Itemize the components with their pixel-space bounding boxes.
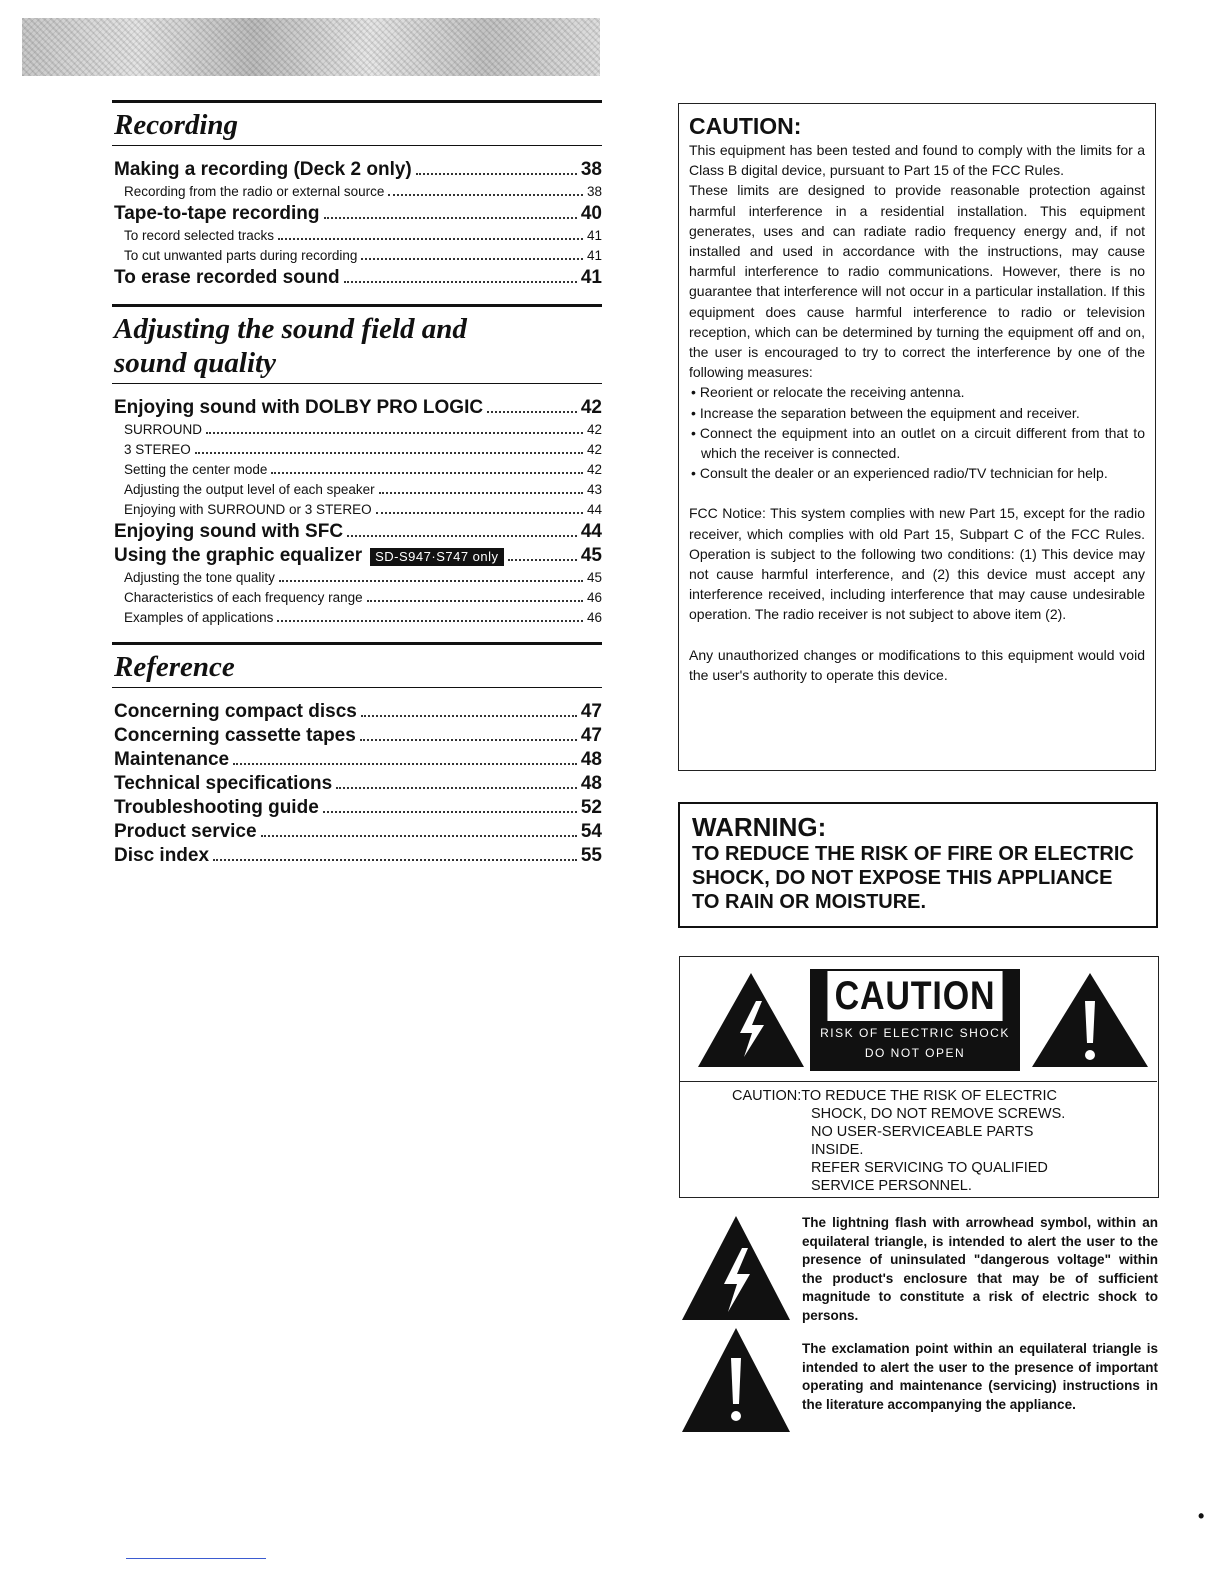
- toc-entry[interactable]: [112, 724, 602, 748]
- toc-label: SURROUND: [124, 422, 203, 437]
- toc-label: Concerning cassette tapes: [114, 725, 356, 746]
- toc-label: Examples of applications: [124, 610, 274, 625]
- toc-entry[interactable]: [112, 748, 602, 772]
- shock-text-line: REFER SERVICING TO QUALIFIED: [811, 1160, 1048, 1176]
- exclamation-symbol-text: The exclamation point within an equilateral triangle is intended to alert the user to the presence of important operating and maintenance (servicing) instructions in the literature accompanying the appliance.: [802, 1341, 1158, 1412]
- shock-caution-text: [732, 1087, 1152, 1195]
- leader-dots: [361, 715, 577, 717]
- leader-dots: [379, 492, 583, 494]
- table-of-contents: [112, 100, 602, 882]
- toc-label: Tape-to-tape recording: [114, 203, 320, 224]
- fcc-notice: FCC Notice: This system complies with new Part 15, except for the radio receiver, which complies with old Part 15, Subpart C of the FCC Rules. Operation is subject to the following two conditions: (1) This device may not cause harmful interference, and (2) this device must accept any interference received, including interference that may cause undesirable operation. The radio receiver is not subject to above item (2).: [689, 505, 1145, 623]
- toc-page: 45: [586, 570, 602, 585]
- toc-entry[interactable]: [112, 202, 602, 226]
- toc-page: 48: [580, 749, 602, 770]
- leader-dots: [323, 811, 577, 813]
- toc-page: 44: [580, 521, 602, 542]
- adjusting-title-line2: sound quality: [114, 347, 276, 379]
- toc-entry[interactable]: [112, 182, 602, 202]
- toc-label: Product service: [114, 821, 257, 842]
- toc-entry[interactable]: [112, 588, 602, 608]
- toc-page: 42: [580, 397, 602, 418]
- leader-dots: [416, 173, 577, 175]
- leader-dots: [277, 620, 583, 622]
- leader-dots: [361, 258, 583, 260]
- shock-text-line: CAUTION:TO REDUCE THE RISK OF ELECTRIC: [732, 1088, 1057, 1104]
- toc-entry[interactable]: [112, 700, 602, 724]
- toc-page: 43: [586, 482, 602, 497]
- caution-label: [810, 969, 1020, 1071]
- leader-dots: [487, 411, 577, 413]
- toc-page: 42: [586, 442, 602, 457]
- recording-title: Recording: [112, 100, 602, 146]
- toc-page: 41: [586, 248, 602, 263]
- warning-text: TO REDUCE THE RISK OF FIRE OR ELECTRIC SHOCK, DO NOT EXPOSE THIS APPLIANCE TO RAIN OR MOISTURE.: [692, 843, 1134, 913]
- toc-page: 41: [580, 267, 602, 288]
- fcc-paragraph-2: These limits are designed to provide reasonable protection against harmful interference in a residential installation. This equipment generates, uses and can radiate radio frequency energy and, if not installed and used in accordance with the instructions, may cause harmful interference to radio communications. However, there is no guarantee that interference will not occur in a particular installation. If this equipment does cause harmful interference to radio or television reception, which can be determined by turning the equipment off and on, the user is encouraged to try to correct the interference by one of the following measures:: [689, 182, 1145, 381]
- toc-entry[interactable]: [112, 480, 602, 500]
- recording-section: [112, 100, 602, 290]
- leader-dots: [347, 535, 577, 537]
- leader-dots: [360, 739, 577, 741]
- toc-page: 54: [580, 821, 602, 842]
- caution-symbol-row: [680, 957, 1157, 1082]
- lightning-symbol-text: The lightning flash with arrowhead symbol, within an equilateral triangle, is intended to alert the user to the presence of uninsulated "dangerous voltage" within the product's enclosure that may be of sufficient magnitude to constitute a risk of electric shock to persons.: [802, 1215, 1158, 1323]
- toc-label: Making a recording (Deck 2 only): [114, 159, 412, 180]
- toc-label: Maintenance: [114, 749, 230, 770]
- spacer: [689, 625, 1145, 645]
- toc-page: 44: [586, 502, 602, 517]
- fcc-measure-item: • Increase the separation between the equipment and receiver.: [689, 403, 1145, 423]
- toc-page: 45: [580, 545, 602, 566]
- leader-dots: [195, 452, 583, 454]
- adjusting-section: [112, 304, 602, 628]
- header-banner: [22, 18, 600, 76]
- leader-dots: [344, 281, 577, 283]
- fcc-measures-list: [689, 382, 1145, 483]
- toc-entry[interactable]: [112, 500, 602, 520]
- toc-label: Recording from the radio or external source: [124, 184, 385, 199]
- toc-entry[interactable]: [112, 520, 602, 544]
- toc-entry[interactable]: [112, 460, 602, 480]
- electric-shock-caution-box: [679, 956, 1159, 1198]
- toc-page: 42: [586, 422, 602, 437]
- toc-page: 55: [580, 845, 602, 866]
- spacer: [689, 483, 1145, 503]
- toc-label: Technical specifications: [114, 773, 333, 794]
- lightning-triangle-icon: [696, 971, 806, 1069]
- edge-mark: •: [1198, 1506, 1205, 1526]
- shock-text-line: INSIDE.: [811, 1142, 864, 1158]
- reference-section: [112, 642, 602, 868]
- leader-dots: [336, 787, 577, 789]
- toc-entry[interactable]: [112, 246, 602, 266]
- leader-dots: [367, 600, 583, 602]
- toc-page: 47: [580, 701, 602, 722]
- toc-label: Enjoying sound with DOLBY PRO LOGIC: [114, 397, 484, 418]
- leader-dots: [213, 859, 577, 861]
- adjusting-entries: [112, 396, 602, 628]
- toc-label: Concerning compact discs: [114, 701, 357, 722]
- toc-page: 52: [580, 797, 602, 818]
- fcc-caution-box: [678, 103, 1156, 771]
- caution-label-line1: RISK OF ELECTRIC SHOCK: [820, 1026, 1010, 1040]
- fcc-measure-item: • Reorient or relocate the receiving antenna.: [689, 382, 1145, 402]
- exclamation-triangle-icon: [680, 1326, 792, 1434]
- toc-label: Setting the center mode: [124, 462, 268, 477]
- fcc-changes-note: Any unauthorized changes or modifications to this equipment would void the user's authority to operate this device.: [689, 646, 1145, 683]
- leader-dots: [279, 580, 583, 582]
- leader-dots: [376, 512, 583, 514]
- toc-label: To cut unwanted parts during recording: [124, 248, 358, 263]
- toc-label: To erase recorded sound: [114, 267, 340, 288]
- toc-page: 40: [580, 203, 602, 224]
- warning-heading: WARNING:: [692, 812, 827, 842]
- leader-dots: [324, 217, 577, 219]
- toc-label: Enjoying sound with SFC: [114, 521, 344, 542]
- caution-label-line2: DO NOT OPEN: [864, 1046, 966, 1060]
- toc-label: Using the graphic equalizer: [114, 545, 363, 566]
- toc-entry[interactable]: [112, 844, 602, 868]
- footer-rule: [126, 1558, 266, 1559]
- recording-entries: [112, 158, 602, 290]
- fcc-caution-heading: CAUTION:: [689, 113, 802, 139]
- leader-dots: [261, 835, 577, 837]
- leader-dots: [278, 238, 583, 240]
- leader-dots: [388, 194, 583, 196]
- toc-entry[interactable]: [112, 396, 602, 420]
- toc-entry[interactable]: [112, 544, 602, 568]
- toc-page: 47: [580, 725, 602, 746]
- adjusting-title-line1: Adjusting the sound field and: [114, 313, 467, 345]
- lightning-triangle-icon: [680, 1214, 792, 1322]
- toc-entry[interactable]: [112, 796, 602, 820]
- toc-label: Enjoying with SURROUND or 3 STEREO: [124, 502, 372, 517]
- leader-dots: [206, 432, 583, 434]
- toc-entry[interactable]: [112, 568, 602, 588]
- toc-entry[interactable]: [112, 158, 602, 182]
- toc-page: 48: [580, 773, 602, 794]
- fcc-measure-item: • Consult the dealer or an experienced radio/TV technician for help.: [689, 463, 1145, 483]
- toc-page: 38: [586, 184, 602, 199]
- warning-box: [678, 802, 1158, 928]
- caution-label-big: CAUTION: [827, 971, 1002, 1021]
- toc-entry[interactable]: [112, 266, 602, 290]
- shock-text-line: SHOCK, DO NOT REMOVE SCREWS.: [811, 1106, 1066, 1122]
- model-only-badge: SD-S947·S747 only: [370, 548, 503, 566]
- toc-entry[interactable]: [112, 226, 602, 246]
- toc-label: 3 STEREO: [124, 442, 191, 457]
- toc-label: Adjusting the tone quality: [124, 570, 275, 585]
- toc-label: Disc index: [114, 845, 210, 866]
- toc-entry[interactable]: [112, 420, 602, 440]
- shock-text-line: NO USER-SERVICEABLE PARTS: [811, 1124, 1034, 1140]
- adjusting-title: [112, 304, 602, 384]
- toc-page: 41: [586, 228, 602, 243]
- reference-entries: [112, 700, 602, 868]
- toc-page: 38: [580, 159, 602, 180]
- toc-label: Troubleshooting guide: [114, 797, 319, 818]
- toc-page: 46: [586, 610, 602, 625]
- toc-entry[interactable]: [112, 772, 602, 796]
- reference-title: Reference: [112, 642, 602, 688]
- toc-entry[interactable]: [112, 440, 602, 460]
- leader-dots: [233, 763, 577, 765]
- toc-page: 46: [586, 590, 602, 605]
- fcc-paragraph-1: This equipment has been tested and found to comply with the limits for a Class B digital device, pursuant to Part 15 of the FCC Rules.: [689, 142, 1145, 179]
- leader-dots: [508, 559, 577, 561]
- fcc-measure-item: • Connect the equipment into an outlet on a circuit different from that to which the receiver is connected.: [689, 423, 1145, 463]
- shock-text-line: SERVICE PERSONNEL.: [811, 1178, 972, 1194]
- toc-page: 42: [586, 462, 602, 477]
- toc-entry[interactable]: [112, 820, 602, 844]
- toc-label: To record selected tracks: [124, 228, 275, 243]
- exclamation-triangle-icon: [1030, 971, 1150, 1069]
- toc-entry[interactable]: [112, 608, 602, 628]
- leader-dots: [271, 472, 583, 474]
- toc-label: Characteristics of each frequency range: [124, 590, 363, 605]
- toc-label: Adjusting the output level of each speaker: [124, 482, 375, 497]
